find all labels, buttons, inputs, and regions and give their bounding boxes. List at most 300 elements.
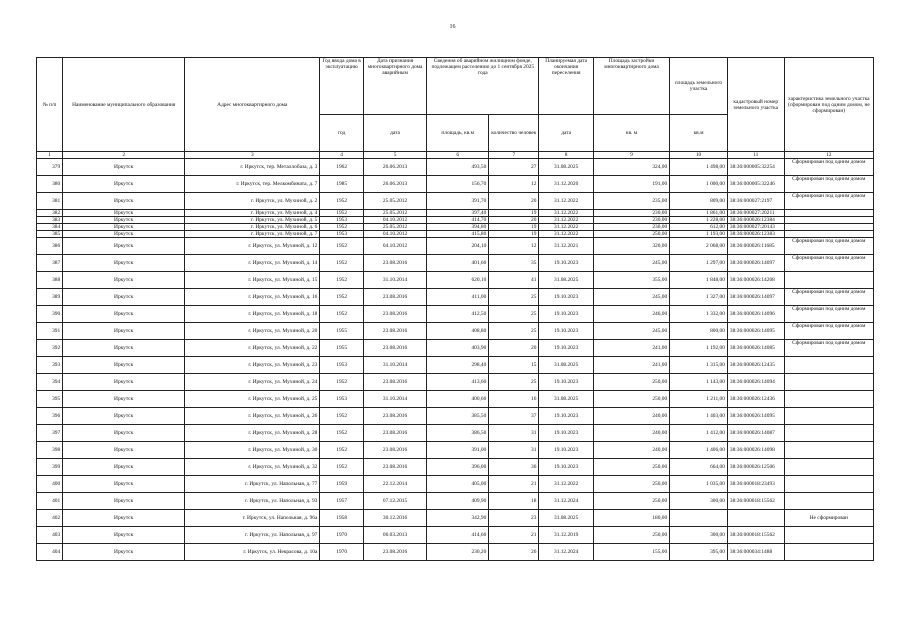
column-number: 7	[489, 152, 539, 159]
year-cell: 1957	[320, 493, 364, 510]
cadastral-cell	[727, 510, 784, 527]
table-row	[37, 527, 874, 544]
building-area-cell: 250,00	[593, 459, 669, 476]
land-area-cell: 1 861,00	[670, 210, 728, 217]
column-number: 11	[727, 152, 784, 159]
row-number: 396	[37, 408, 63, 425]
people-cell: 27	[489, 159, 539, 176]
subheader-land-sqm: кв.м	[670, 115, 728, 152]
emergency-date-cell: 23.08.2016	[363, 374, 426, 391]
row-number: 384	[37, 224, 63, 231]
address-cell: г. Иркутск, ул. Напольная, д. 93	[185, 493, 320, 510]
address-cell: г. Иркутск, ул. Мухиной, д. 15	[185, 272, 320, 289]
planned-date-cell: 31.12.2019	[539, 527, 593, 544]
building-area-cell: 240,00	[593, 442, 669, 459]
land-char-cell	[784, 544, 873, 561]
area-cell: 414,60	[427, 527, 489, 544]
land-area-cell: 1 228,00	[670, 217, 728, 224]
header-land-char: характеристика земельного участка (сформирован под одним домом, не сформирован)	[784, 58, 873, 152]
planned-date-cell: 31.08.2025	[539, 510, 593, 527]
building-area-cell: 241,00	[593, 357, 669, 374]
people-cell: 20	[489, 217, 539, 224]
municipality-cell: Иркутск	[63, 510, 185, 527]
people-cell: 37	[489, 408, 539, 425]
area-cell: 385,50	[427, 408, 489, 425]
emergency-date-cell: 04.10.2012	[363, 217, 426, 224]
subheader-year: год	[320, 115, 364, 152]
cadastral-cell: 38:36:000026:14094	[727, 374, 784, 391]
land-area-cell: 1 000,00	[670, 176, 728, 193]
cadastral-cell: 38:36:000026:14095	[727, 408, 784, 425]
area-cell: 409,90	[427, 493, 489, 510]
table-row	[37, 442, 874, 459]
address-cell: г. Иркутск, ул. Мухиной, д. 12	[185, 238, 320, 255]
planned-date-cell: 31.12.2022	[539, 224, 593, 231]
municipality-cell: Иркутск	[63, 391, 185, 408]
planned-date-cell: 31.12.2022	[539, 476, 593, 493]
table-row	[37, 357, 874, 374]
address-cell: г. Иркутск, ул. Мухиной, д. 23	[185, 357, 320, 374]
area-cell: 411,00	[427, 289, 489, 306]
municipality-cell: Иркутск	[63, 340, 185, 357]
cadastral-cell: 38:36:000026:14087	[727, 425, 784, 442]
cadastral-cell: 38:36:000026:11685	[727, 238, 784, 255]
planned-date-cell: 19.10.2023	[539, 340, 593, 357]
people-cell: 23	[489, 510, 539, 527]
building-area-cell: 250,00	[593, 231, 669, 238]
table-row	[37, 306, 874, 323]
emergency-date-cell: 31.10.2014	[363, 391, 426, 408]
cadastral-cell: 38:36:000026:14097	[727, 289, 784, 306]
municipality-cell: Иркутск	[63, 176, 185, 193]
address-cell: г. Иркутск, ул. Мухиной, д. 20	[185, 323, 320, 340]
people-cell: 19	[489, 210, 539, 217]
row-number: 401	[37, 493, 63, 510]
area-cell: 415,80	[427, 231, 489, 238]
year-cell: 1952	[320, 210, 364, 217]
land-char-cell	[784, 442, 873, 459]
people-cell: 12	[489, 176, 539, 193]
land-area-cell: 300,00	[670, 527, 728, 544]
area-cell: 620,10	[427, 272, 489, 289]
municipality-cell: Иркутск	[63, 306, 185, 323]
row-number: 383	[37, 217, 63, 224]
header-row	[37, 58, 874, 115]
planned-date-cell: 19.10.2023	[539, 255, 593, 272]
year-cell: 1952	[320, 459, 364, 476]
emergency-date-cell: 23.08.2016	[363, 544, 426, 561]
table-row	[37, 272, 874, 289]
cadastral-cell: 38:36:000027:2197	[727, 193, 784, 210]
municipality-cell: Иркутск	[63, 357, 185, 374]
building-area-cell: 250,00	[593, 493, 669, 510]
header-land-area: площадь земельного участка	[670, 58, 728, 115]
area-cell: 400,60	[427, 391, 489, 408]
land-area-cell: 1 403,00	[670, 408, 728, 425]
land-char-cell	[784, 527, 873, 544]
emergency-date-cell: 07.12.2015	[363, 493, 426, 510]
cadastral-cell: 38:36:000026:14096	[727, 306, 784, 323]
people-cell: 12	[489, 238, 539, 255]
year-cell: 1952	[320, 289, 364, 306]
address-cell: г. Иркутск, ул. Напольная, д. 96а	[185, 510, 320, 527]
table-row	[37, 289, 874, 306]
planned-date-cell: 19.10.2023	[539, 323, 593, 340]
land-char-cell: Сформирован под одним домом	[784, 323, 873, 340]
planned-date-cell: 31.08.2025	[539, 272, 593, 289]
cadastral-cell: 38:36:000027:20143	[727, 224, 784, 231]
row-number: 388	[37, 272, 63, 289]
area-cell: 405,00	[427, 476, 489, 493]
municipality-cell: Иркутск	[63, 425, 185, 442]
land-area-cell: 1 193,00	[670, 231, 728, 238]
municipality-cell: Иркутск	[63, 238, 185, 255]
people-cell: 21	[489, 476, 539, 493]
header-municipality: Наименование муниципального образования	[63, 58, 185, 152]
planned-date-cell: 31.12.2020	[539, 176, 593, 193]
column-number: 9	[593, 152, 669, 159]
table-row	[37, 374, 874, 391]
planned-date-cell: 19.10.2023	[539, 425, 593, 442]
emergency-date-cell: 31.10.2014	[363, 272, 426, 289]
column-number: 3	[185, 152, 320, 159]
municipality-cell: Иркутск	[63, 374, 185, 391]
emergency-date-cell: 30.12.2016	[363, 510, 426, 527]
building-area-cell: 180,00	[593, 510, 669, 527]
area-cell: 391,00	[427, 442, 489, 459]
row-number: 397	[37, 425, 63, 442]
table-row	[37, 255, 874, 272]
people-cell: 20	[489, 340, 539, 357]
land-char-cell	[784, 231, 873, 238]
area-cell: 414,70	[427, 217, 489, 224]
people-cell: 25	[489, 323, 539, 340]
municipality-cell: Иркутск	[63, 442, 185, 459]
table-row	[37, 476, 874, 493]
address-cell: г. Иркутск, ул. Мухиной, д. 25	[185, 391, 320, 408]
municipality-cell: Иркутск	[63, 272, 185, 289]
address-cell: г. Иркутск, ул. Мухиной, д. 6	[185, 224, 320, 231]
emergency-date-cell: 04.10.2012	[363, 238, 426, 255]
emergency-date-cell: 23.08.2016	[363, 306, 426, 323]
building-area-cell: 250,00	[593, 374, 669, 391]
land-area-cell: 1 327,00	[670, 289, 728, 306]
land-char-cell	[784, 272, 873, 289]
emergency-date-cell: 25.05.2012	[363, 210, 426, 217]
planned-date-cell: 31.12.2021	[539, 238, 593, 255]
building-area-cell: 155,00	[593, 544, 669, 561]
housing-register-table	[36, 57, 874, 561]
row-number: 400	[37, 476, 63, 493]
emergency-date-cell: 23.08.2016	[363, 323, 426, 340]
column-number: 8	[539, 152, 593, 159]
land-area-cell: 664,00	[670, 459, 728, 476]
people-cell: 41	[489, 272, 539, 289]
building-area-cell: 240,00	[593, 425, 669, 442]
land-char-cell: Сформирован под одним домом	[784, 193, 873, 210]
land-area-cell: 1 315,00	[670, 357, 728, 374]
header-num: № п/п	[37, 58, 63, 152]
cadastral-cell: 38:36:000026:12383	[727, 231, 784, 238]
table-row	[37, 459, 874, 476]
address-cell: г. Иркутск, ул. Напольная, д. 77	[185, 476, 320, 493]
planned-date-cell: 19.10.2023	[539, 289, 593, 306]
municipality-cell: Иркутск	[63, 159, 185, 176]
year-cell: 1952	[320, 442, 364, 459]
area-cell: 156,70	[427, 176, 489, 193]
land-area-cell: 612,00	[670, 224, 728, 231]
land-char-cell	[784, 357, 873, 374]
area-cell: 204,10	[427, 238, 489, 255]
table-row	[37, 493, 874, 510]
year-cell: 1953	[320, 217, 364, 224]
municipality-cell: Иркутск	[63, 231, 185, 238]
emergency-date-cell: 06.03.2013	[363, 527, 426, 544]
row-number: 391	[37, 323, 63, 340]
emergency-date-cell: 31.10.2014	[363, 357, 426, 374]
row-number: 381	[37, 193, 63, 210]
area-cell: 408,80	[427, 323, 489, 340]
address-cell: г. Иркутск, ул. Мухиной, д. 24	[185, 374, 320, 391]
emergency-date-cell: 23.08.2016	[363, 425, 426, 442]
land-char-cell: Не сформирован	[784, 510, 873, 527]
land-area-cell	[670, 510, 728, 527]
building-area-cell: 191,00	[593, 176, 669, 193]
land-area-cell: 1 406,00	[670, 442, 728, 459]
land-area-cell: 395,00	[670, 544, 728, 561]
cadastral-cell: 38:36:000026:14098	[727, 442, 784, 459]
land-area-cell: 809,00	[670, 193, 728, 210]
header-date-emergency: Дата признания многоквартирного дома аварийным	[363, 58, 426, 115]
address-cell: г. Иркутск, ул. Некрасова, д. 10а	[185, 544, 320, 561]
year-cell: 1952	[320, 272, 364, 289]
header-cadastral: кадастровый номер земельного участка	[727, 58, 784, 152]
building-area-cell: 230,00	[593, 224, 669, 231]
emergency-date-cell: 25.05.2012	[363, 224, 426, 231]
cadastral-cell: 38:36:000034:1488	[727, 544, 784, 561]
row-number: 392	[37, 340, 63, 357]
planned-date-cell: 31.08.2025	[539, 391, 593, 408]
area-cell: 401,60	[427, 255, 489, 272]
planned-date-cell: 31.12.2022	[539, 217, 593, 224]
emergency-date-cell: 23.08.2016	[363, 459, 426, 476]
people-cell: 16	[489, 391, 539, 408]
municipality-cell: Иркутск	[63, 459, 185, 476]
table-row	[37, 210, 874, 217]
row-number: 382	[37, 210, 63, 217]
area-cell: 298,40	[427, 357, 489, 374]
row-number: 380	[37, 176, 63, 193]
land-char-cell: Сформирован под одним домом	[784, 159, 873, 176]
building-area-cell: 235,00	[593, 193, 669, 210]
building-area-cell: 250,00	[593, 476, 669, 493]
building-area-cell: 250,00	[593, 527, 669, 544]
year-cell: 1952	[320, 425, 364, 442]
column-number-row	[37, 152, 874, 159]
municipality-cell: Иркутск	[63, 527, 185, 544]
row-number: 398	[37, 442, 63, 459]
emergency-date-cell: 23.08.2016	[363, 289, 426, 306]
municipality-cell: Иркутск	[63, 544, 185, 561]
cadastral-cell: 38:36:000026:14085	[727, 340, 784, 357]
table-row	[37, 544, 874, 561]
people-cell: 19	[489, 224, 539, 231]
row-number: 385	[37, 231, 63, 238]
year-cell: 1952	[320, 306, 364, 323]
row-number: 387	[37, 255, 63, 272]
land-char-cell: Сформирован под одним домом	[784, 289, 873, 306]
building-area-cell: 324,00	[593, 159, 669, 176]
column-number: 6	[427, 152, 489, 159]
land-area-cell: 1 192,00	[670, 340, 728, 357]
row-number: 395	[37, 391, 63, 408]
municipality-cell: Иркутск	[63, 217, 185, 224]
table-row	[37, 193, 874, 210]
emergency-date-cell: 23.08.2016	[363, 255, 426, 272]
cadastral-cell: 38:36:000026:14208	[727, 272, 784, 289]
building-area-cell: 230,00	[593, 210, 669, 217]
column-number: 5	[363, 152, 426, 159]
land-area-cell: 1 498,00	[670, 159, 728, 176]
row-number: 389	[37, 289, 63, 306]
column-number: 2	[63, 152, 185, 159]
cadastral-cell: 38:36:000026:14097	[727, 255, 784, 272]
year-cell: 1970	[320, 527, 364, 544]
header-planned-date: Планируемая дата окончания переселения	[539, 58, 593, 115]
header-building-area: Площадь застройки многоквартирного дома	[593, 58, 669, 115]
row-number: 402	[37, 510, 63, 527]
year-cell: 1952	[320, 374, 364, 391]
column-number: 10	[670, 152, 728, 159]
planned-date-cell: 31.12.2022	[539, 210, 593, 217]
building-area-cell: 246,00	[593, 306, 669, 323]
emergency-date-cell: 23.08.2016	[363, 442, 426, 459]
building-area-cell: 320,00	[593, 238, 669, 255]
column-number: 12	[784, 152, 873, 159]
year-cell: 1953	[320, 357, 364, 374]
page-number: 16	[449, 24, 456, 30]
area-cell: 412,50	[427, 306, 489, 323]
area-cell: 391,70	[427, 193, 489, 210]
table-row	[37, 238, 874, 255]
address-cell: г. Иркутск, ул. Мухиной, д. 32	[185, 459, 320, 476]
land-char-cell	[784, 459, 873, 476]
building-area-cell: 230,00	[593, 217, 669, 224]
planned-date-cell: 31.08.2025	[539, 159, 593, 176]
address-cell: г. Иркутск, ул. Мухиной, д. 22	[185, 340, 320, 357]
row-number: 403	[37, 527, 63, 544]
people-cell: 26	[489, 544, 539, 561]
area-cell: 342,90	[427, 510, 489, 527]
land-char-cell	[784, 425, 873, 442]
year-cell: 1970	[320, 544, 364, 561]
land-area-cell: 1 211,00	[670, 391, 728, 408]
address-cell: г. Иркутск, ул. Мухиной, д. 18	[185, 306, 320, 323]
area-cell: 413,60	[427, 374, 489, 391]
address-cell: г. Иркутск, ул. Мухиной, д. 5	[185, 217, 320, 224]
people-cell: 31	[489, 425, 539, 442]
year-cell: 1958	[320, 510, 364, 527]
area-cell: 396,00	[427, 459, 489, 476]
emergency-date-cell: 26.06.2013	[363, 159, 426, 176]
year-cell: 1955	[320, 340, 364, 357]
header-address: Адрес многоквартирного дома	[185, 58, 320, 152]
municipality-cell: Иркутск	[63, 493, 185, 510]
land-area-cell: 800,00	[670, 323, 728, 340]
table-row	[37, 408, 874, 425]
year-cell: 1952	[320, 408, 364, 425]
building-area-cell: 245,00	[593, 255, 669, 272]
emergency-date-cell: 26.06.2013	[363, 176, 426, 193]
land-area-cell: 2 068,00	[670, 238, 728, 255]
emergency-date-cell: 25.05.2012	[363, 193, 426, 210]
address-cell: г. Иркутск, ул. Мухиной, д. 7	[185, 231, 320, 238]
people-cell: 35	[489, 255, 539, 272]
land-area-cell: 1 143,00	[670, 374, 728, 391]
cadastral-cell: 38:36:000005:32254	[727, 159, 784, 176]
row-number: 404	[37, 544, 63, 561]
address-cell: г. Иркутск, ул. Мухиной, д. 2	[185, 193, 320, 210]
year-cell: 1952	[320, 224, 364, 231]
column-number: 1	[37, 152, 63, 159]
area-cell: 493,50	[427, 159, 489, 176]
table-row	[37, 323, 874, 340]
municipality-cell: Иркутск	[63, 255, 185, 272]
land-area-cell: 1 297,00	[670, 255, 728, 272]
planned-date-cell: 31.08.2025	[539, 357, 593, 374]
address-cell: г. Иркутск, ул. Мухиной, д. 28	[185, 425, 320, 442]
municipality-cell: Иркутск	[63, 193, 185, 210]
row-number: 379	[37, 159, 63, 176]
address-cell: г. Иркутск, ул. Мухиной, д. 4	[185, 210, 320, 217]
municipality-cell: Иркутск	[63, 408, 185, 425]
cadastral-cell: 38:36:000018:15562	[727, 493, 784, 510]
land-char-cell: Сформирован под одним домом	[784, 255, 873, 272]
planned-date-cell: 19.10.2023	[539, 408, 593, 425]
year-cell: 1985	[320, 176, 364, 193]
table-row	[37, 510, 874, 527]
area-cell: 394,80	[427, 224, 489, 231]
planned-date-cell: 31.12.2022	[539, 231, 593, 238]
emergency-date-cell: 23.08.2016	[363, 408, 426, 425]
building-area-cell: 355,00	[593, 272, 669, 289]
land-char-cell	[784, 408, 873, 425]
table-row	[37, 391, 874, 408]
address-cell: г. Иркутск, ул. Мухиной, д. 30	[185, 442, 320, 459]
address-cell: г. Иркутск, ул. Мухиной, д. 26	[185, 408, 320, 425]
land-char-cell	[784, 493, 873, 510]
people-cell: 36	[489, 459, 539, 476]
emergency-date-cell: 22.12.2014	[363, 476, 426, 493]
building-area-cell: 240,00	[593, 408, 669, 425]
land-char-cell	[784, 374, 873, 391]
municipality-cell: Иркутск	[63, 210, 185, 217]
people-cell: 20	[489, 193, 539, 210]
row-number: 390	[37, 306, 63, 323]
table-row	[37, 224, 874, 231]
people-cell: 25	[489, 306, 539, 323]
land-area-cell: 1 035,00	[670, 476, 728, 493]
address-cell: г. Иркутск, ул. Напольная, д. 97	[185, 527, 320, 544]
cadastral-cell: 38:36:000026:14095	[727, 323, 784, 340]
emergency-date-cell: 04.10.2012	[363, 231, 426, 238]
table-row	[37, 217, 874, 224]
building-area-cell: 250,00	[593, 391, 669, 408]
table-row	[37, 425, 874, 442]
address-cell: г. Иркутск, ул. Мухиной, д. 16	[185, 289, 320, 306]
table-row	[37, 340, 874, 357]
planned-date-cell: 19.10.2023	[539, 442, 593, 459]
